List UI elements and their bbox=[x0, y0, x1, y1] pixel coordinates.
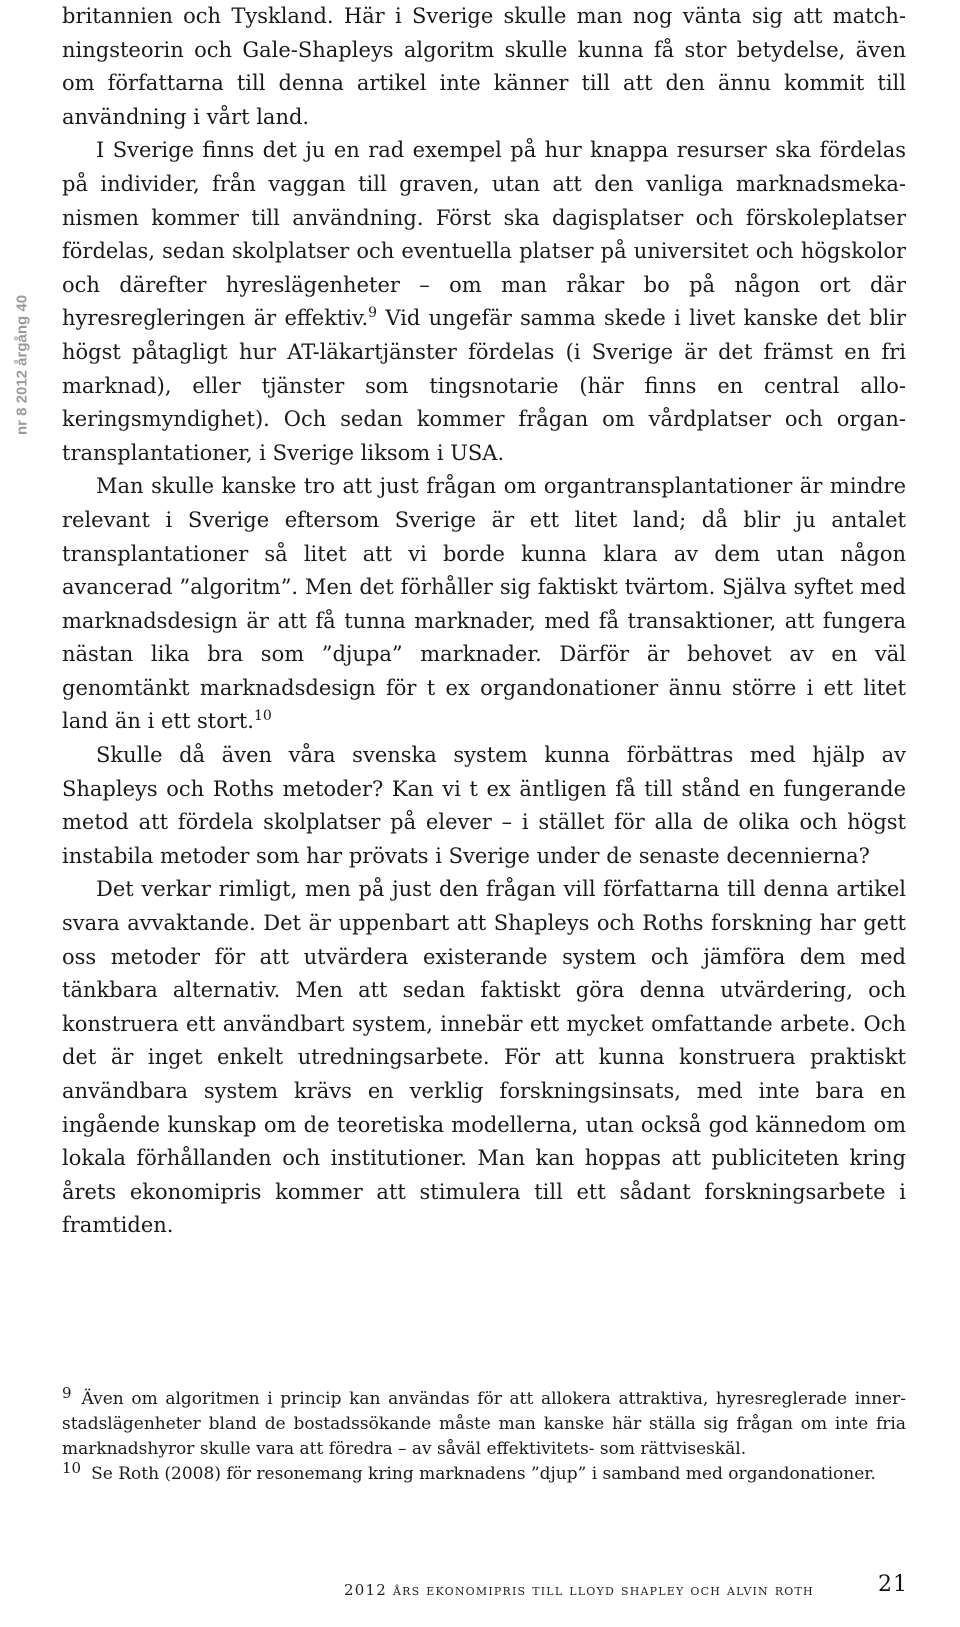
paragraph-5: Det verkar rimligt, men på just den frågan vill författarna till denna artikel svara avvaktande. Det är uppenbart att Shapleys och Roths forskning har gett oss metoder för att utvärdera existerande system och jämföra dem med tänkbara alternativ. Men att sedan faktiskt göra denna utvärdering, och konstruera ett användbart system, innebär ett mycket omfattande arbete. Och det är inget enkelt utredningsarbete. För att kunna konstruera praktiskt användbara system krävs en verklig forskningsinsats, med inte bara en ingående kunskap om de teoretiska modellerna, utan också god kännedom om lokala förhållanden och institutioner. Man kan hoppas att publiciteten kring årets ekonomipris kommer att stimulera till ett sådant forskningsarbete i framtiden. bbox=[62, 877, 906, 1238]
footnotes bbox=[62, 1384, 906, 1487]
paragraph-4: Skulle då även våra svenska system kunna förbättras med hjälp av Shapleys och Roths metoder? Kan vi t ex äntligen få till stånd en fungerande metod att fördela skolplatser på elever – i stället för alla de olika och högst instabila metoder som har prövats i Sverige under de senaste decennierna? bbox=[62, 743, 906, 868]
footnote-9 bbox=[62, 1384, 906, 1462]
running-title: 2012 års ekonomipris till lloyd shapley och alvin roth bbox=[344, 1581, 814, 1599]
paragraph-2 bbox=[62, 134, 906, 470]
footnote-ref-10[interactable]: 10 bbox=[253, 708, 272, 725]
page-number: 21 bbox=[878, 1572, 908, 1597]
paragraph-3 bbox=[62, 470, 906, 739]
paragraph-1: britannien och Tyskland. Här i Sverige skulle man nog vänta sig att matchningsteorin och Gale-Shapleys algoritm skulle kunna få stor betydelse, även om författarna till denna artikel inte känner till att den ännu kommit till användning i vårt land. bbox=[62, 4, 906, 129]
footnote-ref-9[interactable]: 9 bbox=[368, 305, 378, 322]
issue-side-label bbox=[0, 260, 44, 470]
paragraph-2-text-b: Vid ungefär samma skede i livet kanske det blir högst påtagligt hur AT-läkartjänster fördelas (i Sverige är det främst en fri marknad), eller tjänster som tingsnotarie (här finns en central allokeringsmyndighet). Och sedan kommer frågan om vårdplatser och organtransplantationer, i Sverige liksom i USA. bbox=[62, 306, 906, 465]
footnote-10-number: 10 bbox=[62, 1459, 82, 1477]
footnote-9-number: 9 bbox=[62, 1384, 72, 1402]
footnote-10-text: Se Roth (2008) för resonemang kring marknadens ”djup” i samband med organdonationer. bbox=[91, 1464, 876, 1484]
footnote-10 bbox=[62, 1459, 906, 1487]
article-body bbox=[62, 0, 906, 1243]
running-footer bbox=[344, 1580, 914, 1599]
issue-label-text: nr 8 2012 årgång 40 bbox=[13, 294, 31, 436]
paragraph-2-text-a: I Sverige finns det ju en rad exempel på hur knappa resurser ska fördelas på individer, från vaggan till graven, utan att den vanliga marknadsmekanismen kommer till användning. Först ska dagisplatser och förskoleplatser fördelas, sedan skolplatser och eventuella platser på universitet och högskolor och därefter hyreslägenheter – om man råkar bo på någon ort där hyresregleringen är effektiv. bbox=[62, 138, 906, 331]
footnote-9-text: Även om algoritmen i princip kan användas för att allokera attraktiva, hyresreglerade innerstadslägenheter bland de bostadssökande måste man kanske här ställa sig frågan om inte fria marknadshyror skulle vara att föredra – av såväl effektivitets- som rättviseskäl. bbox=[62, 1389, 906, 1459]
paragraph-3-text: Man skulle kanske tro att just frågan om organtransplantationer är mindre relevant i Sverige eftersom Sverige är ett litet land; då blir ju antalet transplantationer så litet att vi borde kunna klara av dem utan någon avancerad ”algoritm”. Men det förhåller sig faktiskt tvärtom. Själva syftet med marknadsdesign är att få tunna marknader, med få transaktioner, att fungera nästan lika bra som ”djupa” marknader. Därför är behovet av en väl genomtänkt marknadsdesign för t ex organdonationer ännu större i ett litet land än i ett stort. bbox=[62, 474, 906, 734]
